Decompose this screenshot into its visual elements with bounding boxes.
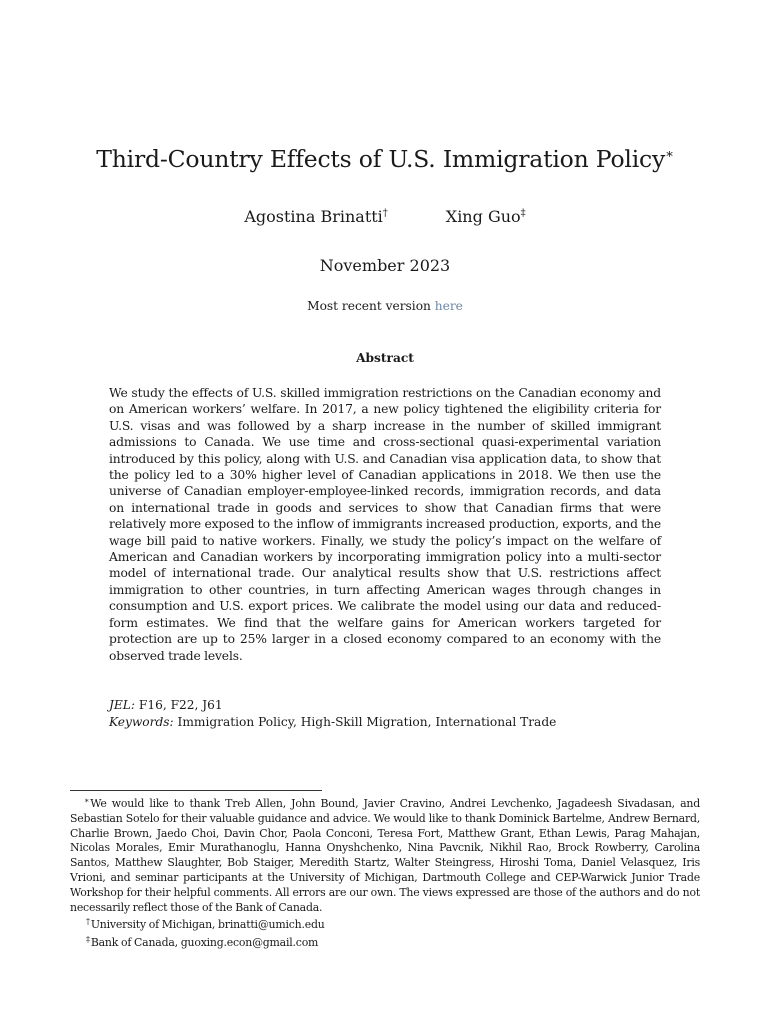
footnote-2-text: University of Michigan, brinatti@umich.edu — [90, 918, 325, 932]
abstract-heading: Abstract — [356, 351, 414, 365]
jel-value: F16, F22, J61 — [134, 698, 223, 712]
author-2-name: Xing Guo — [445, 207, 521, 226]
author-1-name: Agostina Brinatti — [244, 207, 383, 226]
author-list — [0, 204, 770, 227]
footnote-2-mark: † — [86, 917, 90, 927]
abstract-body: We study the effects of U.S. skilled immigration restrictions on the Canadian economy and on American workers’ welfare. In 2017, a new policy tightened the eligibility criteria for U.S. visas and was followed by a sharp increase in the number of skilled immigrant admissions to Canada. We use time and cross-sectional quasi-experimental variation introduced by this policy, along with U.S. and Canadian visa application data, to show that the policy led to a 30% higher level of Canadian applications in 2018. We then use the universe of Canadian employer-employee-linked records, immigration records, and data on international trade in goods and services to show that Canadian firms that were relatively more exposed to the inflow of immigrants increased production, exports, and the wage bill paid to native workers. Finally, we study the policy’s impact on the welfare of American and Canadian workers by incorporating immigration policy into a multi-sector model of international trade. Our analytical results show that U.S. restrictions affect immigration to other countries, in turn affecting American wages through changes in consumption and U.S. export prices. We calibrate the model using our data and reduced-form estimates. We find that the welfare gains for American workers targeted for protection are up to 25% larger in a closed economy compared to an economy with the observed trade levels. — [109, 386, 661, 663]
keywords-value: Immigration Policy, High-Skill Migration, International Trade — [173, 714, 557, 729]
recent-version-line — [0, 298, 770, 314]
footnote-affiliation-2 — [70, 933, 700, 951]
footnote-3-text: Bank of Canada, guoxing.econ@gmail.com — [90, 936, 319, 950]
recent-version-prefix: Most recent version — [307, 299, 435, 313]
jel-label: JEL: — [109, 698, 135, 712]
author-1 — [244, 204, 387, 227]
paper-title — [0, 140, 770, 174]
author-2-mark: ‡ — [520, 208, 526, 219]
keywords-label: Keywords: — [109, 714, 174, 729]
footnote-acknowledgements — [70, 794, 700, 915]
author-2 — [446, 204, 526, 227]
footnotes — [70, 794, 700, 951]
footnote-rule — [70, 790, 322, 791]
paper-title-text: Third-Country Effects of U.S. Immigration Policy — [96, 145, 666, 173]
recent-version-link[interactable]: here — [434, 299, 463, 313]
classification-block — [109, 697, 669, 730]
footnote-3-mark: ‡ — [86, 935, 90, 945]
author-1-mark: † — [382, 208, 388, 219]
footnote-1-mark: ∗ — [84, 796, 90, 805]
keywords — [109, 714, 669, 731]
title-footnote-mark: ∗ — [665, 147, 674, 162]
footnote-affiliation-1 — [70, 915, 700, 933]
publication-date: November 2023 — [319, 256, 451, 275]
jel-codes — [109, 697, 669, 714]
footnote-1-text: We would like to thank Treb Allen, John Bound, Javier Cravino, Andrei Levchenko, Jagadeesh Sivadasan, and Sebastian Sotelo for their valuable guidance and advice. We would like to thank Dominick Bartelme, Andrew Bernard, Charlie Brown, Jaedo Choi, Davin Chor, Paola Conconi, Teresa Fort, Matthew Grant, Ethan Lewis, Parag Mahajan, Nicolas Morales, Emir Murathanoglu, Hanna Onyshchenko, Nina Pavcnik, Nikhil Rao, Brock Rowberry, Carolina Santos, Matthew Slaughter, Bob Staiger, Meredith Startz, Walter Steingress, Hiroshi Toma, Daniel Velasquez, Iris Vrioni, and seminar participants at the University of Michigan, Dartmouth College and CEP-Warwick Junior Trade Workshop for their helpful comments. All errors are our own. The views expressed are those of the authors and do not necessarily reflect those of the Bank of Canada. — [70, 797, 700, 914]
